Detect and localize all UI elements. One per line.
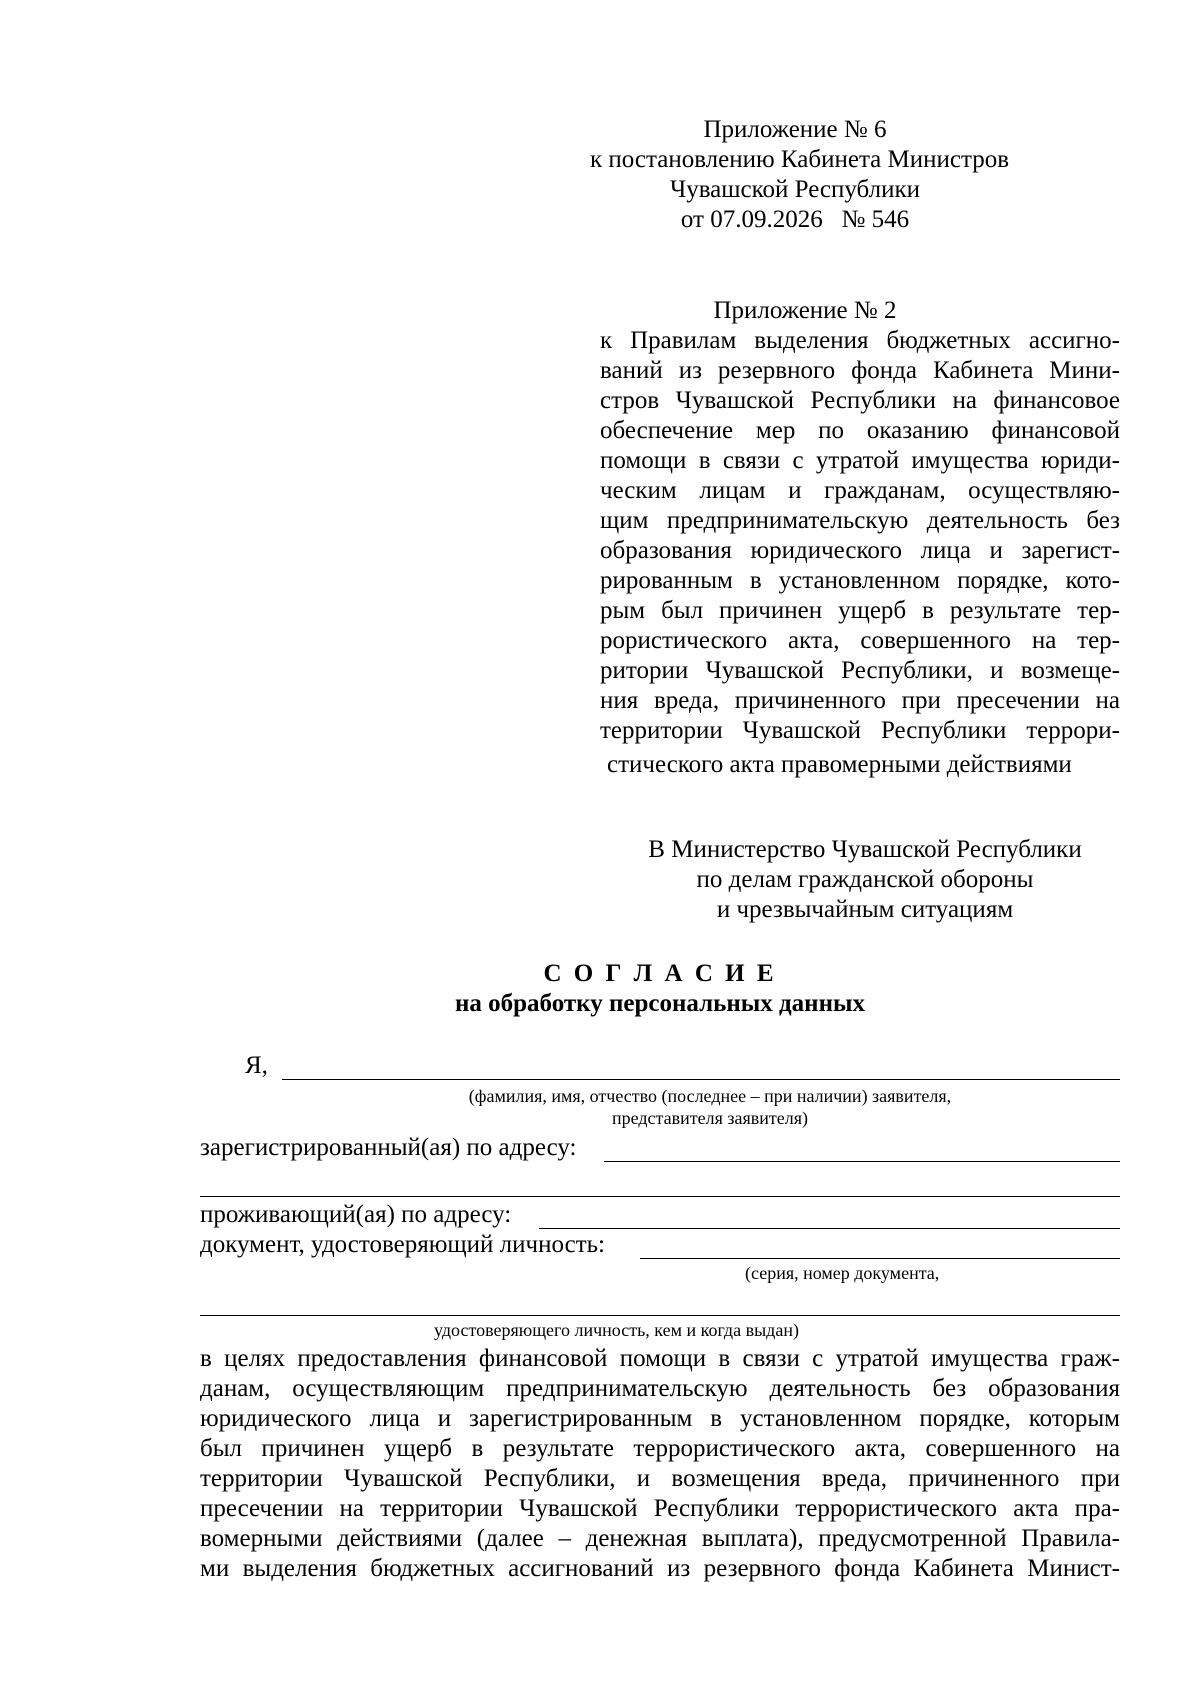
appendix-2-line: ческим лицам и гражданам, осуществляю- — [600, 477, 1120, 504]
body-line: данам, осуществляющим предпринимательскую деятельность без образования — [200, 1375, 1120, 1402]
ya-label: Я, — [245, 1052, 268, 1079]
identity-document-hint-2: удостоверяющего личность, кем и когда выдан) — [434, 1320, 799, 1340]
appendix-6-line-3: Чувашской Республики — [669, 176, 921, 203]
registration-address-line-2[interactable] — [200, 1196, 1120, 1197]
name-field-hint-2: представителя заявителя) — [612, 1108, 808, 1128]
identity-document-line-2[interactable] — [200, 1315, 1120, 1316]
identity-document-hint-1: (серия, номер документа, — [745, 1263, 940, 1283]
appendix-2-line: образования юридического лица и зарегист- — [600, 537, 1120, 564]
body-line: юридического лица и зарегистрированным в установленном порядке, которым — [200, 1405, 1120, 1432]
appendix-2-line: стров Чувашской Республики на финансовое — [600, 387, 1120, 414]
appendix-2-line: ния вреда, причиненного при пресечении на — [600, 687, 1120, 714]
appendix-2-line: щим предпринимательскую деятельность без — [600, 507, 1120, 534]
appendix-2-line: рированным в установленном порядке, кото- — [600, 567, 1120, 594]
appendix-2-line: к Правилам выделения бюджетных ассигно- — [600, 327, 1120, 354]
appendix-2-last-line: стического акта правомерными действиями — [607, 751, 1072, 778]
name-field-hint-1: (фамилия, имя, отчество (последнее – при наличии) заявителя, — [468, 1086, 952, 1106]
appendix-2-line: ваний из резервного фонда Кабинета Мини- — [600, 357, 1120, 384]
document-title: С О Г Л А С И Е — [543, 960, 777, 987]
residence-address-line[interactable] — [539, 1228, 1120, 1229]
body-line: в целях предоставления финансовой помощи в связи с утратой имущества граж- — [200, 1345, 1120, 1372]
body-line: вомерными действиями (далее – денежная выплата), предусмотренной Правила- — [200, 1525, 1120, 1552]
name-field-line[interactable] — [282, 1079, 1120, 1080]
appendix-6-date-number: от 07.09.2026 № 546 — [680, 206, 910, 233]
body-line: пресечении на территории Чувашской Республики террористического акта пра- — [200, 1495, 1120, 1522]
body-line: территории Чувашской Республики, и возмещения вреда, причиненного при — [200, 1465, 1120, 1492]
addressee-line-3: и чрезвычайным ситуациям — [716, 896, 1014, 923]
appendix-2-line: обеспечение мер по оказанию финансовой — [600, 417, 1120, 444]
appendix-6-line-2: к постановлению Кабинета Министров — [590, 146, 1010, 173]
appendix-2-line: рым был причинен ущерб в результате тер- — [600, 597, 1120, 624]
addressee-line-1: В Министерство Чувашской Республики — [648, 836, 1082, 863]
identity-document-line[interactable] — [640, 1258, 1120, 1259]
identity-document-label: документ, удостоверяющий личность: — [200, 1231, 605, 1258]
registration-address-label: зарегистрированный(ая) по адресу: — [200, 1134, 577, 1161]
appendix-2-title: Приложение № 2 — [713, 297, 897, 324]
addressee-line-2: по делам гражданской обороны — [696, 866, 1034, 893]
appendix-6-title: Приложение № 6 — [703, 116, 887, 143]
appendix-2-line: рористического акта, совершенного на тер- — [600, 627, 1120, 654]
document-subtitle: на обработку персональных данных — [455, 990, 865, 1017]
appendix-2-line: территории Чувашской Республики террори- — [600, 717, 1120, 744]
appendix-2-line: ритории Чувашской Республики, и возмеще- — [600, 657, 1120, 684]
residence-address-label: проживающий(ая) по адресу: — [200, 1201, 512, 1228]
appendix-2-line: помощи в связи с утратой имущества юриди- — [600, 447, 1120, 474]
body-line: ми выделения бюджетных ассигнований из резервного фонда Кабинета Минист- — [200, 1555, 1120, 1582]
body-line: был причинен ущерб в результате террористического акта, совершенного на — [200, 1435, 1120, 1462]
registration-address-line-1[interactable] — [604, 1161, 1120, 1162]
